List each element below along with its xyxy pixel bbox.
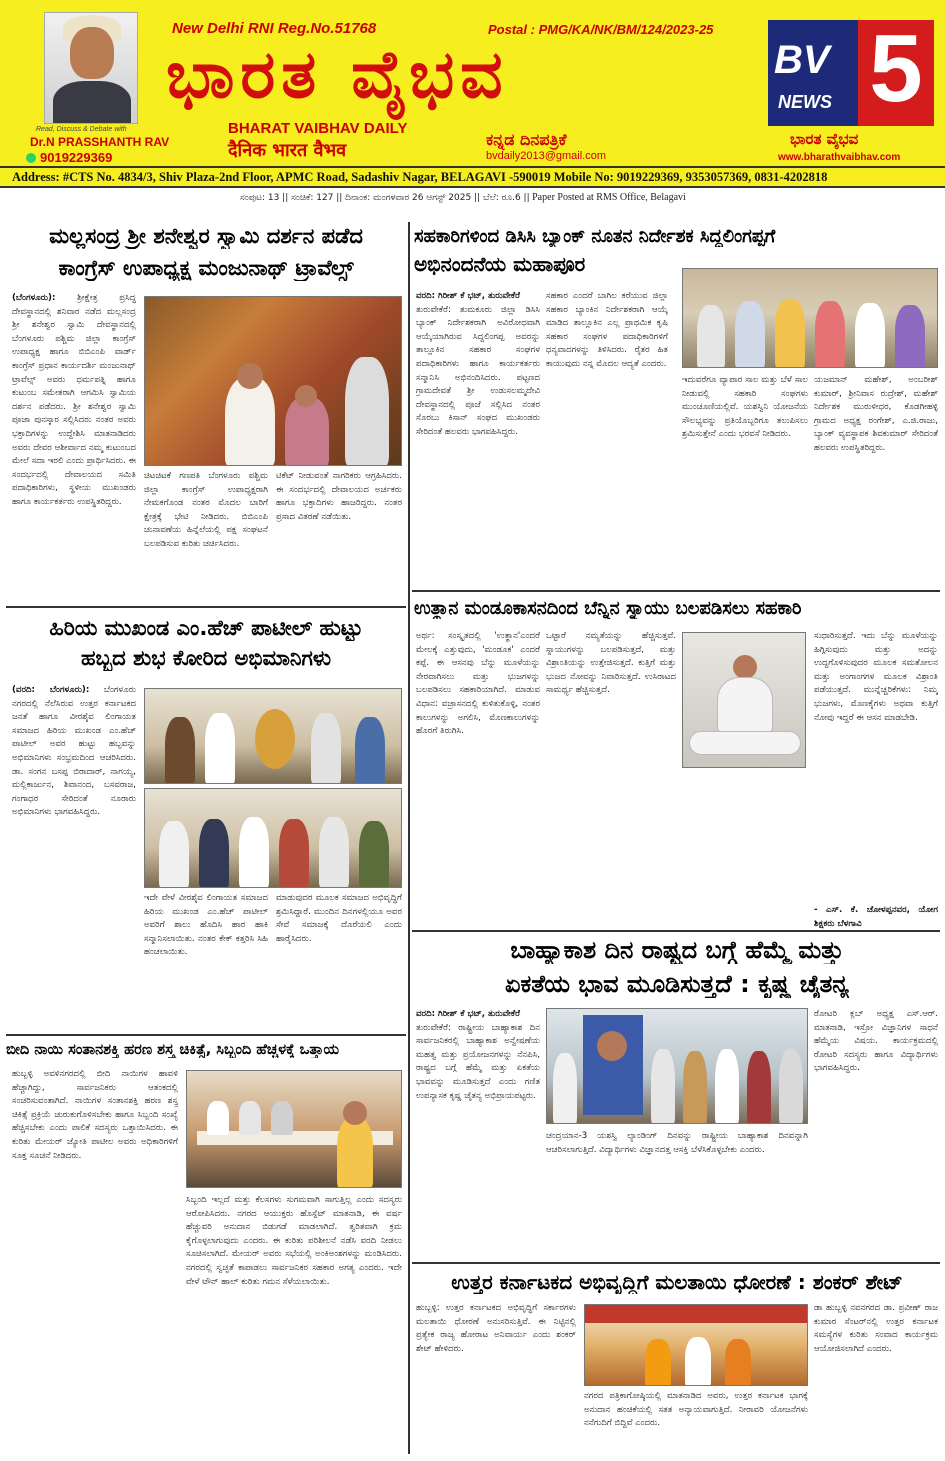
article4-column-3: ಸುಧಾರಿಸುತ್ತದೆ. ಇದು ಬೆನ್ನು ಮೂಳೆಯನ್ನು ಹಿಗ್ಗಿಸುವುದು ಮತ್ತು ಅದನ್ನು ಉದ್ದಗೊಳಿಸುವುದರ ಮೂಲಕ ಸಮತೋಲನ ಮತ್ತು ಅಂಗಾಂಗಗಳ ಮೂಲಕ ವಿಶ್ರಾಂತಿ ಪಡೆಯುತ್ತದೆ. ಮುನ್ನೆಚ್ಚರಿಕೆಗಳು: ನಿಮ್ಮ ಭುಜಗಳು, ಮೊಣಕೈಗಳು ಅಥವಾ ಕುತ್ತಿಗೆ ನೋವು ಇದ್ದರೆ ಈ ಆಸನ ಮಾಡಬೇಡಿ. (814, 631, 938, 723)
article5-byline: ವರದಿ: ಗಿರೀಶ್ ಕೆ ಭಟ್, ತುರುವೇಕೆರೆ (416, 1009, 520, 1019)
contact-email: bvdaily2013@gmail.com (486, 150, 607, 162)
photo-person (279, 819, 309, 888)
photo-person (775, 299, 805, 368)
photo-person (271, 1101, 293, 1135)
article3-byline: (ವರದಿ: ಬೆಂಗಳೂರು): (12, 685, 90, 695)
editor-portrait (44, 12, 138, 124)
photo-person (159, 821, 189, 888)
article2-byline: ವರದಿ: ಗಿರೀಶ್ ಕೆ ಭಟ್, ತುರುವೇಕೆರೆ (416, 291, 520, 301)
article6-headline: ಬೀದಿ ನಾಯಿ ಸಂತಾನಶಕ್ತಿ ಹರಣ ಶಸ್ತ್ರ ಚಿಕಿತ್ಸೆ, ಸಿಬ್ಬಂದಿ ಹೆಚ್ಚಳಕ್ಕೆ ಒತ್ತಾಯ (6, 1042, 339, 1058)
article4-headline: ಉತ್ಥಾನ ಮಂಡೂಕಾಸನದಿಂದ ಬೆನ್ನಿನ ಸ್ನಾಯು ಬಲಪಡಿಸಲು ಸಹಕಾರಿ (414, 598, 802, 619)
photo-person (735, 301, 765, 368)
article3-column-right: ಮಾಡುವುದರ ಮೂಲಕ ಸಮಾಜದ ಅಭಿವೃದ್ಧಿಗೆ ಶ್ರಮಿಸಿದ್ದಾರೆ. ಮುಂದಿನ ದಿನಗಳಲ್ಲಿಯೂ ಅವರ ಸೇವೆ ಸಮಾಜಕ್ಕೆ ದೊರೆಯಲಿ ಎಂದು ಹಾರೈಸಿದರು. (276, 893, 402, 944)
article4-column-1: ಅರ್ಥ: ಸಂಸ್ಕೃತದಲ್ಲಿ 'ಉತ್ಥಾನ'ಎಂದರೆ ಮೇಲಕ್ಕೆ ಎತ್ತುವುದು, 'ಮಂಡೂಕ' ಎಂದರೆ ಕಪ್ಪೆ. ಈ ಆಸನವು ಬೆನ್ನು ಮೂಳೆಯನ್ನು ನೇರವಾಗಿಸಲು ಮತ್ತು ಭುಜಗಳನ್ನು ಬಲಪಡಿಸಲು ಸಹಕಾರಿಯಾಗಿದೆ. ಮಾಡುವ ವಿಧಾನ: ವಜ್ರಾಸನದಲ್ಲಿ ಕುಳಿತುಕೊಳ್ಳಿ, ನಂತರ ಕಾಲುಗಳನ್ನು ಅಗಲಿಸಿ, ಮೊಣಕಾಲುಗಳನ್ನು ಹೊರಗೆ ತಿರುಗಿಸಿ. (416, 631, 540, 737)
article4-credit: - ಎಸ್. ಕೆ. ಚೋಳಪ್ಪನವರ, ಯೋಗ ಶಿಕ್ಷಕರು ಬೆಳಗಾವಿ (814, 905, 938, 929)
portrait-phone (26, 150, 112, 165)
article6-column-1: ಹುಬ್ಬಳ್ಳಿ ಅವಳಿನಗರದಲ್ಲಿ ಬೀದಿ ನಾಯಿಗಳ ಹಾವಳಿ ಹೆಚ್ಚಾಗಿದ್ದು, ಸಾರ್ವಜನಿಕರು ಆತಂಕದಲ್ಲಿ ಸಂಚರಿಸುವಂತಾಗಿದೆ. ನಾಯಿಗಳ ಸಂತಾನಶಕ್ತಿ ಹರಣ ಶಸ್ತ್ರ ಚಿಕಿತ್ಸೆ ಪ್ರಕ್ರಿಯೆ ಚುರುಕುಗೊಳಿಸಬೇಕು ಹಾಗೂ ಸಿಬ್ಬಂದಿ ಸಂಖ್ಯೆ ಹೆಚ್ಚಿಸಬೇಕು ಎಂದು ಪಾಲಿಕೆ ಸದಸ್ಯರು ಒತ್ತಾಯಿಸಿದರು. ಈ ಕುರಿತು ಮೇಯರ್ ಜ್ಯೋತಿ ಪಾಟೀಲ ಅವರು ಅಧಿಕಾರಿಗಳಿಗೆ ಸೂಕ್ತ ಸೂಚನೆ ನೀಡಿದರು. (12, 1069, 178, 1161)
article2-column-1 (416, 290, 540, 586)
photo-person (345, 357, 389, 466)
photo-person (683, 1051, 707, 1124)
article3-column-mid: ಇದೇ ವೇಳೆ ವೀರಶೈವ ಲಿಂಗಾಯತ ಸಮಾಜದ ಹಿರಿಯ ಮುಖಂಡ ಎಂ.ಹೆಚ್ ಪಾಟೀಲ್ ಅವರಿಗೆ ಶಾಲು ಹೊದಿಸಿ ಹಾರ ಹಾಕಿ ಸನ್ಮಾನಿಸಲಾಯಿತು. ನಂತರ ಕೇಕ್ ಕತ್ತರಿಸಿ ಸಿಹಿ ಹಂಚಲಾಯಿತು. (144, 893, 268, 958)
article7-column-3: ಡಾ ಹುಬ್ಬಳ್ಳಿ ನವನಗರದ ಡಾ. ಪ್ರವೀಣ್ ರಾಜ ಕುಮಾರ ಸೆಂಟರ್‌ನಲ್ಲಿ ಉತ್ತರ ಕರ್ನಾಟಕ ಸಮಸ್ಯೆಗಳ ಕುರಿತು ಸಂವಾದ ಕಾರ್ಯಕ್ರಮ ಆಯೋಜಿಸಲಾಗಿದೆ ಎಂದರು. (814, 1303, 938, 1354)
article5-column-1 (416, 1008, 540, 1258)
paper-title-english: BHARAT VAIBHAV DAILY (228, 120, 408, 137)
photo-person (337, 1117, 373, 1188)
photo-garland (255, 709, 295, 769)
article1-body-left: ಶ್ರೀಕ್ಷೇತ್ರ ಪ್ರಸಿದ್ಧ ದೇವಸ್ಥಾನದಲ್ಲಿ ಶನಿವಾರ ನಡೆದ ಮಲ್ಲಸಂದ್ರ ಶ್ರೀ ಶನೇಶ್ವರ ಸ್ವಾಮಿ ದೇವಸ್ಥಾನದಲ್ಲಿ ಬೆಂಗಳೂರು ಪಶ್ಚಿಮ ಜಿಲ್ಲಾ ಕಾಂಗ್ರೆಸ್ ಉಪಾಧ್ಯಕ್ಷ ಹಾಗೂ ಬಿಬಿಎಂಪಿ ವಾರ್ಡ್ ಕಾಂಗ್ರೆಸ್ ಪ್ರಧಾನ ಕಾರ್ಯದರ್ಶಿ ಮಂಜುನಾಥ್ ಟ್ರಾವೆಲ್ಸ್ ಅವರು ಧರ್ಮಪತ್ನಿ ಹಾಗೂ ಕುಟುಂಬ ಸಮೇತರಾಗಿ ಆಗಮಿಸಿ ಸ್ವಾಮಿಯ ದರ್ಶನ ಪಡೆದರು. ಶ್ರೀ ಶನೇಶ್ವರ ಸ್ವಾಮಿ ಪೂಜಾ ಪುನಸ್ಕಾರ ಸಲ್ಲಿಸಿದರು ನಂತರ ಅವರು ಭಕ್ತಾದಿಗಳನ್ನು ಉದ್ದೇಶಿಸಿ ಮಾತನಾಡಿದರು ಅವರು ದೇವರ ಆಶೀರ್ವಾದ ನಮ್ಮ ಕುಟುಂಬದ ಮೇಲೆ ಸದಾ ಇರಲಿ ಎಂದು ಪ್ರಾರ್ಥಿಸಿದರು. ಈ ಸಂದರ್ಭದಲ್ಲಿ ದೇವಾಲಯದ ಸಮಿತಿ ಪದಾಧಿಕಾರಿಗಳು, ಸ್ಥಳೀಯ ಮುಖಂಡರು ಹಾಗೂ ಕಾರ್ಯಕರ್ತರು ಉಪಸ್ಥಿತರಿದ್ದರು. (12, 293, 136, 507)
yoga-legs (689, 731, 801, 755)
paper-title-kannada: ಭಾರತ ವೈಭವ (166, 36, 509, 113)
photo-person (355, 717, 385, 784)
photo-person (725, 1339, 751, 1386)
portrait-suit (53, 81, 131, 124)
article5-headline-line1: ಬಾಹ್ಯಾಕಾಶ ದಿನ ರಾಷ್ಟ್ರದ ಬಗ್ಗೆ ಹೆಮ್ಮೆ ಮತ್ತು (510, 936, 844, 964)
press-banner (585, 1305, 808, 1323)
article2-column-4: ಯಜಮಾನ್ ಮಹೇಶ್, ಅಂಬರೀಶ್ ಕುಮಾರ್, ಶ್ರೀನಿವಾಸ ರುದ್ರೇಶ್, ಮಹೇಶ್ ನಿರ್ದೇಶಕ ಮುರುಳೀಧರ, ಕೊಡಗೀಹಳ್ಳಿ ಗ್ರಾಮದ ಅಧ್ಯಕ್ಷ ರಂಗೇಶ್, ಎ.ಜಿ.ರಾಜು, ಬ್ಯಾಂಕ್ ವ್ಯವಸ್ಥಾಪಕ ಶಿವಕುಮಾರ್ ಸೇರಿದಂತೆ ಹಲವರು ಉಪಸ್ಥಿತರಿದ್ದರು. (814, 375, 938, 453)
kannada-daily-label: ಕನ್ನಡ ದಿನಪತ್ರಿಕೆ (486, 130, 567, 149)
issue-details: ಸಂಪುಟ: 13 || ಸಂಚಿಕೆ: 127 || ದಿನಾಂಕ: ಮಂಗಳವಾರ 26 ಆಗಸ್ಟ್ 2025 || ಬೆಲೆ: ರೂ.6 || (240, 193, 530, 203)
address-bar: Address: #CTS No. 4834/3, Shiv Plaza-2nd Floor, APMC Road, Sadashiv Nagar, BELAGAVI -590019 Mobile No: 9019229369, 9353057369, 0831-4202818 (0, 166, 945, 188)
photo-face (237, 363, 263, 389)
bv5-news-logo (768, 20, 934, 126)
logo-five: 5 (858, 20, 934, 126)
article1-headline-line2: ಕಾಂಗ್ರೆಸ್ ಉಪಾಧ್ಯಕ್ಷ ಮಂಜುನಾಥ್ ಟ್ರಾವೆಲ್ಸ್ (58, 256, 354, 280)
photo-person (359, 821, 389, 888)
article3-headline-line2: ಹಬ್ಬದ ಶುಭ ಕೋರಿದ ಅಭಿಮಾನಿಗಳು (80, 646, 332, 670)
portrait-phone-number: 9019229369 (40, 150, 113, 165)
photo-person (779, 1049, 803, 1124)
photo-person (285, 397, 329, 466)
yoga-practitioner (717, 677, 773, 733)
article3-group-photo (144, 788, 402, 888)
photo-person (239, 1101, 261, 1135)
rni-number: New Delhi RNI Reg.No.51768 (172, 20, 377, 37)
article5-column-2: ಚಂದ್ರಯಾನ-3 ಯಶಸ್ವಿ ಲ್ಯಾಂಡಿಂಗ್ ದಿನವನ್ನು ರಾಷ್ಟ್ರೀಯ ಬಾಹ್ಯಾಕಾಶ ದಿನವನ್ನಾಗಿ ಆಚರಿಸಲಾಗುತ್ತಿದೆ. ವಿದ್ಯಾರ್ಥಿಗಳು ವಿಜ್ಞಾನದತ್ತ ಆಸಕ್ತಿ ಬೆಳೆಸಿಕೊಳ್ಳಬೇಕು ಎಂದರು. (546, 1131, 808, 1155)
photo-person (239, 817, 269, 888)
article-divider (412, 930, 940, 932)
article3-headline-line1: ಹಿರಿಯ ಮುಖಂಡ ಎಂ.ಹೆಚ್ ಪಾಟೀಲ್ ಹುಟ್ಟು (49, 616, 363, 640)
article5-column-3: ರೋಟರಿ ಕ್ಲಬ್ ಅಧ್ಯಕ್ಷ ಎಸ್.ಆರ್. ಮಾತನಾಡಿ, ಇಸ್ರೋ ವಿಜ್ಞಾನಿಗಳ ಸಾಧನೆ ಹೆಮ್ಮೆಯ ವಿಷಯ. ಕಾರ್ಯಕ್ರಮದಲ್ಲಿ ರೋಟರಿ ಸದಸ್ಯರು ಹಾಗೂ ವಿದ್ಯಾರ್ಥಿಗಳು ಭಾಗವಹಿಸಿದ್ದರು. (814, 1009, 938, 1074)
channel-name-kannada: ಭಾರತ ವೈಭವ (790, 130, 859, 148)
banner-face (597, 1031, 627, 1061)
article1-headline-line1: ಮಲ್ಲಸಂದ್ರ ಶ್ರೀ ಶನೇಶ್ವರ ಸ್ವಾಮಿ ದರ್ಶನ ಪಡೆದ (49, 224, 363, 248)
photo-person (165, 717, 195, 784)
article4-column-2: ಒಟ್ಟಾರೆ ನಮ್ಯತೆಯನ್ನು ಹೆಚ್ಚಿಸುತ್ತವೆ. ಸ್ನಾಯುಗಳನ್ನು ಬಲಪಡಿಸುತ್ತದೆ, ಮತ್ತು ವಿಶ್ರಾಂತಿಯನ್ನು ಉತ್ತೇಜಿಸುತ್ತದೆ. ಕುತ್ತಿಗೆ ಮತ್ತು ಭುಜದ ನೋವನ್ನು ನಿವಾರಿಸುತ್ತದೆ. ಉಸಿರಾಟದ ಸಾಮರ್ಥ್ಯ ಹೆಚ್ಚಿಸುತ್ತದೆ. (546, 631, 676, 696)
whatsapp-icon (26, 153, 36, 163)
masthead (0, 0, 945, 166)
article7-column-1: ಹುಬ್ಬಳ್ಳಿ: ಉತ್ತರ ಕರ್ನಾಟಕದ ಅಭಿವೃದ್ಧಿಗೆ ಸರ್ಕಾರಗಳು ಮಲತಾಯಿ ಧೋರಣೆ ಅನುಸರಿಸುತ್ತಿವೆ. ಈ ನಿಟ್ಟಿನಲ್ಲಿ ಪ್ರತ್ಯೇಕ ರಾಜ್ಯ ಹೋರಾಟ ಅನಿವಾರ್ಯ ಎಂದು ಶಂಕರ್ ಶೇಟ್ ಹೇಳಿದರು. (416, 1303, 576, 1354)
photo-person (685, 1337, 711, 1386)
photo-person (199, 819, 229, 888)
article6-meeting-photo (186, 1070, 402, 1188)
article-divider (6, 606, 406, 608)
photo-person (311, 713, 341, 784)
article2-felicitation-photo (682, 268, 938, 368)
article7-column-2: ನಗರದ ಪತ್ರಿಕಾಗೋಷ್ಠಿಯಲ್ಲಿ ಮಾತನಾಡಿದ ಅವರು, ಉತ್ತರ ಕರ್ನಾಟಕ ಭಾಗಕ್ಕೆ ಅನುದಾನ ಹಂಚಿಕೆಯಲ್ಲಿ ಸತತ ಅನ್ಯಾಯವಾಗುತ್ತಿದೆ. ನೀರಾವರಿ ಯೋಜನೆಗಳು ನನೆಗುದಿಗೆ ಬಿದ್ದಿವೆ ಎಂದರು. (584, 1391, 808, 1429)
photo-person (747, 1051, 771, 1124)
photo-person (855, 303, 885, 368)
banner-standee (583, 1015, 643, 1115)
photo-person (205, 713, 235, 784)
paper-title-hindi: दैनिक भारत वैभव (228, 140, 347, 161)
photo-face (733, 655, 757, 679)
article5-event-photo (546, 1008, 808, 1124)
article1-column-mid: ಚಿಟಚಿಟಕೆ ಗಣಪತಿ ಬೆಂಗಳೂರು ಪಶ್ಚಿಮ ಜಿಲ್ಲಾ ಕಾಂಗ್ರೆಸ್ ಉಪಾಧ್ಯಕ್ಷರಾಗಿ ನೇಮಕಗೊಂಡ ನಂತರ ಮೊದಲ ಬಾರಿಗೆ ಕ್ಷೇತ್ರಕ್ಕೆ ಭೇಟಿ ನೀಡಿದರು. ಬಿಬಿಎಂಪಿ ಚುನಾವಣೆಯ ಹಿನ್ನೆಲೆಯಲ್ಲಿ ಪಕ್ಷ ಸಂಘಟನೆ ಬಲಪಡಿಸುವ ಕುರಿತು ಚರ್ಚಿಸಿದರು. (144, 471, 268, 549)
article3-body-left: ಬೆಂಗಳೂರು ನಗರದಲ್ಲಿ ನೆಲೆಸಿರುವ ಉತ್ತರ ಕರ್ನಾಟಕದ ಜನತೆ ಹಾಗೂ ವೀರಶೈವ ಲಿಂಗಾಯತ ಸಮಾಜದ ಹಿರಿಯ ಮುಖಂಡ ಎಂ.ಹೆಚ್ ಪಾಟೀಲ್ ಅವರ ಹುಟ್ಟು ಹಬ್ಬವನ್ನು ಅಭಿಮಾನಿಗಳು ಸಂಭ್ರಮದಿಂದ ಆಚರಿಸಿದರು. ಡಾ. ಸಂಗನ ಬಸಪ್ಪ ಬಿರಾದಾರ್, ನಾಗಯ್ಯ, ಮಲ್ಲಿಕಾರ್ಜುನ, ಶಿವಾನಂದ, ಬಸವರಾಜ, ಗಂಗಾಧರ ಸೇರಿದಂತೆ ನೂರಾರು ಅಭಿಮಾನಿಗಳು ಭಾಗವಹಿಸಿದ್ದರು. (12, 685, 136, 818)
article1-byline: (ಬೆಂಗಳೂರು): (12, 293, 56, 303)
article1-temple-photo (144, 296, 402, 466)
article4-yoga-photo (682, 632, 806, 768)
photo-person (697, 305, 725, 368)
article7-press-photo (584, 1304, 808, 1386)
photo-person (207, 1101, 229, 1135)
article1-column-left (12, 292, 136, 604)
article-divider (6, 1034, 406, 1036)
article-divider (412, 590, 940, 592)
issue-info (240, 192, 840, 203)
photo-face (295, 385, 317, 407)
article3-column-left (12, 684, 136, 1026)
article2-headline-line2: ಅಭಿನಂದನೆಯ ಮಹಾಪೂರ (414, 252, 586, 276)
photo-person (651, 1049, 675, 1124)
photo-person (553, 1053, 577, 1124)
portrait-name: Dr.N PRASSHANTH RAV (30, 135, 170, 149)
column-divider (408, 222, 410, 1454)
article2-column-2: ಸಹಕಾರ ಎಂದರೆ ಬಾಗಿಲ ಕರೆಯುವ ಜಿಲ್ಲಾ ಸಹಕಾರ ಬ್ಯಾಂಕಿನ ನಿರ್ದೇಶಕರಾಗಿ ಆಯ್ಕೆ ಮಾಡಿದ ತಾಲ್ಲೂಕಿನ ಎಲ್ಲ ಪ್ರಾಥಮಿಕ ಕೃಷಿ ಸಹಕಾರ ಸಂಘಗಳ ಪದಾಧಿಕಾರಿಗಳಿಗೆ ಧನ್ಯವಾದಗಳನ್ನು ತಿಳಿಸಿದರು. ರೈತರ ಹಿತ ಕಾಯುವುದು ನನ್ನ ಮೊದಲ ಆದ್ಯತೆ ಎಂದರು. (546, 291, 668, 369)
photo-person (319, 817, 349, 888)
postal-reg: Postal : PMG/KA/NK/BM/124/2023-25 (488, 22, 714, 37)
article2-headline-line1: ಸಹಕಾರಿಗಳಿಂದ ಡಿಸಿಸಿ ಬ್ಯಾಂಕ್ ನೂತನ ನಿರ್ದೇಶಕ ಸಿದ್ದಲಿಂಗಪ್ಪಗೆ (414, 226, 776, 247)
photo-person (715, 1049, 739, 1124)
article6-column-2: ಸಿಬ್ಬಂದಿ ಇಲ್ಲದೆ ಮತ್ತು ಕೆಲಸಗಳು ಸುಗಮವಾಗಿ ಸಾಗುತ್ತಿಲ್ಲ ಎಂದು ಸದಸ್ಯರು ಆರೋಪಿಸಿದರು. ನಗರದ ಆಯುಕ್ತರು ಹೊಸ್ಪೆಟ್ ಮಾತನಾಡಿ, ಈ ವರ್ಷ ಹೆಚ್ಚುವರಿ ಅನುದಾನ ಬಿಡುಗಡೆ ಮಾಡಲಾಗಿದೆ. ತ್ವರಿತವಾಗಿ ಕ್ರಮ ಕೈಗೊಳ್ಳಲಾಗುವುದು ಎಂದರು. ಈ ಕುರಿತು ಪರಿಶೀಲನೆ ನಡೆಸಿ ವರದಿ ನೀಡಲು ಸೂಚಿಸಲಾಗಿದೆ. ಮೇಯರ್ ಅವರು ಸಭೆಯಲ್ಲಿ ಅಂಕಿಅಂಶಗಳನ್ನು ಮಂಡಿಸಿದರು. ನಗರದಲ್ಲಿ ಸ್ವಚ್ಛತೆ ಕಾಪಾಡಲು ಸಾರ್ವಜನಿಕರ ಸಹಕಾರ ಅಗತ್ಯ ಎಂದರು. ಇದೇ ವೇಳೆ ಟೌನ್ ಹಾಲ್ ಕುರಿತು ಗಮನ ಸೆಳೆಯಲಾಯಿತು. (186, 1195, 402, 1287)
article7-headline: ಉತ್ತರ ಕರ್ನಾಟಕದ ಅಭಿವೃದ್ಧಿಗೆ ಮಲತಾಯಿ ಧೋರಣೆ : ಶಂಕರ್ ಶೇಟ್ (451, 1270, 903, 1294)
article1-column-right: ಟಿಕೆಟ್ ನೀಡುವಂತೆ ನಾಗರಿಕರು ಆಗ್ರಹಿಸಿದರು. ಈ ಸಂದರ್ಭದಲ್ಲಿ ದೇವಾಲಯದ ಅರ್ಚಕರು ಹಾಗೂ ಭಕ್ತಾದಿಗಳು ಹಾಜರಿದ್ದರು. ನಂತರ ಪ್ರಸಾದ ವಿತರಣೆ ನಡೆಯಿತು. (276, 471, 402, 522)
logo-news: NEWS (778, 92, 832, 112)
photo-person (225, 377, 275, 466)
posting-note: Paper Posted at RMS Office, Belagavi (532, 192, 686, 203)
portrait-face (70, 27, 114, 79)
article5-headline-line2: ಏಕತೆಯ ಭಾವ ಮೂಡಿಸುತ್ತದೆ : ಕೃಷ್ಣ ಚೈತನ್ಯ (505, 970, 849, 998)
article3-celebration-photo (144, 688, 402, 784)
article2-body-1: ತುರುವೇಕೆರೆ: ತುಮಕೂರು ಜಿಲ್ಲಾ ಡಿಸಿಸಿ ಬ್ಯಾಂಕ್ ನಿರ್ದೇಶಕರಾಗಿ ಅವಿರೋಧವಾಗಿ ಆಯ್ಕೆಯಾಗಿರುವ ಸಿದ್ದಲಿಂಗಪ್ಪ ಅವರನ್ನು ತಾಲ್ಲೂಕಿನ ಸಹಕಾರ ಸಂಘಗಳ ಪದಾಧಿಕಾರಿಗಳು ಹಾಗೂ ಕಾರ್ಯಕರ್ತರು ಸನ್ಮಾನಿಸಿ ಅಭಿನಂದಿಸಿದರು. ಪಟ್ಟಣದ ಗ್ರಾಮದೇವತೆ ಶ್ರೀ ಉಡುಸಲಮ್ಮದೇವಿ ದೇವಸ್ಥಾನದಲ್ಲಿ ಪೂಜೆ ಸಲ್ಲಿಸಿದ ನಂತರ ಸೊರಬು ಕಿಸಾನ್ ಸಂಘದ ಮುಖಂಡರು ಸೇರಿದಂತೆ ಹಲವರು ಭಾಗವಹಿಸಿದ್ದರು. (416, 304, 540, 437)
photo-person (815, 301, 845, 368)
photo-face (343, 1101, 367, 1125)
article5-body-1: ತುರುವೇಕೆರೆ: ರಾಷ್ಟ್ರೀಯ ಬಾಹ್ಯಾಕಾಶ ದಿನ ಸಾರ್ವಜನಿಕರಲ್ಲಿ ಬಾಹ್ಯಾಕಾಶ ಅನ್ವೇಷಣೆಯ ಮಹತ್ವ ಮತ್ತು ಪ್ರಯೋಜನಗಳನ್ನು ನೆನಪಿಸಿ, ರಾಷ್ಟ್ರದ ಬಗ್ಗೆ ಹೆಮ್ಮೆ ಮತ್ತು ಏಕತೆಯ ಭಾವವನ್ನು ಮೂಡಿಸುತ್ತದೆ ಎಂದು ಗಣಿತ ಉಪನ್ಯಾಸಕ ಕೃಷ್ಣ ಚೈತನ್ಯ ಅಭಿಪ್ರಾಯಪಟ್ಟರು. (416, 1022, 540, 1101)
website-url: www.bharathvaibhav.com (778, 152, 901, 163)
photo-person (895, 305, 925, 368)
article2-column-3: ಇದುವರೆಗೂ ವ್ಯಾಪಾರ ಸಾಲ ಮತ್ತು ಬೆಳೆ ಸಾಲ ನೀಡುವಲ್ಲಿ ಸಹಕಾರಿ ಸಂಘಗಳು ಮುಂಚೂಣಿಯಲ್ಲಿವೆ. ಯಶಸ್ವಿನಿ ಯೋಜನೆಯ ಸೌಲಭ್ಯವನ್ನು ಪ್ರತಿಯೊಬ್ಬರಿಗೂ ತಲುಪಿಸಲು ಶ್ರಮಿಸುತ್ತೇನೆ ಎಂದು ಭರವಸೆ ನೀಡಿದರು. (682, 375, 808, 440)
article-divider (412, 1262, 940, 1264)
logo-bv: BV (774, 38, 830, 82)
portrait-caption: Read, Discuss & Debate with (36, 126, 127, 133)
photo-person (645, 1339, 671, 1386)
